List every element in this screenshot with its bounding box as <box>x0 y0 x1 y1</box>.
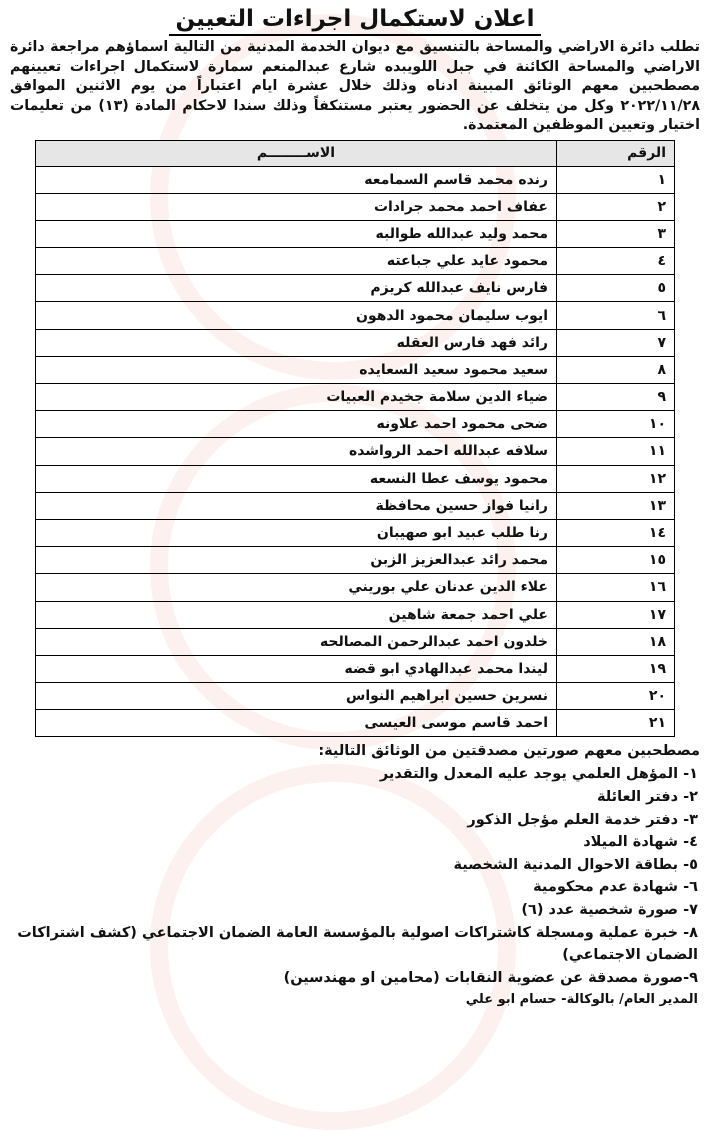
table-row <box>36 275 675 302</box>
row-number: ١١ <box>557 438 675 465</box>
row-number: ٤ <box>557 248 675 275</box>
row-number: ١٤ <box>557 519 675 546</box>
document-item: ١- المؤهل العلمي يوجد عليه المعدل والتقدير <box>379 766 698 783</box>
column-header-name: الاســــــــم <box>36 140 557 166</box>
table-row <box>36 411 675 438</box>
document-item: ٩-صورة مصدقة عن عضوية النقابات (محامين او مهندسين) <box>283 969 698 986</box>
row-name: رانيا فواز حسين محافظة <box>36 492 557 519</box>
table-row <box>36 465 675 492</box>
table-row <box>36 574 675 601</box>
documents-list <box>12 763 698 989</box>
row-number: ١٩ <box>557 655 675 682</box>
table-row <box>36 547 675 574</box>
row-number: ٢ <box>557 193 675 220</box>
table-row <box>36 655 675 682</box>
row-name: ايوب سليمان محمود الدهون <box>36 302 557 329</box>
row-name: سعيد محمود سعيد السعايده <box>36 356 557 383</box>
row-number: ١٥ <box>557 547 675 574</box>
table-row <box>36 220 675 247</box>
document-item: ٨- خبرة عملية ومسجلة كاشتراكات اصولية بالمؤسسة العامة الضمان الاجتماعي (كشف اشتراكات الضمان الاجتماعي) <box>17 924 698 964</box>
table-row <box>36 492 675 519</box>
row-name: محمد رائد عبدالعزيز الزبن <box>36 547 557 574</box>
row-number: ٨ <box>557 356 675 383</box>
row-number: ١٧ <box>557 601 675 628</box>
row-name: عفاف احمد محمد جرادات <box>36 193 557 220</box>
table-row <box>36 384 675 411</box>
announcement-page <box>0 4 710 1009</box>
table-row <box>36 302 675 329</box>
row-number: ٣ <box>557 220 675 247</box>
row-number: ١ <box>557 166 675 193</box>
documents-heading: مصطحبين معهم صورتين مصدقتين من الوثائق التالية: <box>318 743 700 760</box>
row-number: ٩ <box>557 384 675 411</box>
row-number: ٥ <box>557 275 675 302</box>
row-name: ليندا محمد عبدالهادي ابو قضه <box>36 655 557 682</box>
row-number: ١٢ <box>557 465 675 492</box>
row-name: محمود عايد علي جباعته <box>36 248 557 275</box>
row-number: ١٣ <box>557 492 675 519</box>
row-name: احمد قاسم موسى العيسى <box>36 710 557 737</box>
row-name: محمد وليد عبدالله طوالبه <box>36 220 557 247</box>
document-item: ٣- دفتر خدمة العلم مؤجل الذكور <box>467 811 698 828</box>
table-header-row <box>36 140 675 166</box>
row-number: ٧ <box>557 329 675 356</box>
table-row <box>36 356 675 383</box>
appointees-table-body <box>36 166 675 737</box>
row-name: علاء الدين عدنان علي بوريني <box>36 574 557 601</box>
row-name: فارس نايف عبدالله كريزم <box>36 275 557 302</box>
signature-line: المدير العام/ بالوكالة- حسام ابو علي <box>465 992 698 1008</box>
row-number: ١٨ <box>557 628 675 655</box>
table-row <box>36 166 675 193</box>
row-name: رنده محمد قاسم السمامعه <box>36 166 557 193</box>
document-item: ٦- شهادة عدم محكومية <box>533 879 698 896</box>
table-row <box>36 248 675 275</box>
row-name: ضحى محمود احمد علاونه <box>36 411 557 438</box>
row-name: خلدون احمد عبدالرحمن المصالحه <box>36 628 557 655</box>
row-number: ١٠ <box>557 411 675 438</box>
row-name: سلافه عبدالله احمد الرواشده <box>36 438 557 465</box>
table-row <box>36 710 675 737</box>
column-header-number: الرقم <box>557 140 675 166</box>
table-row <box>36 438 675 465</box>
table-row <box>36 628 675 655</box>
row-name: علي احمد جمعة شاهين <box>36 601 557 628</box>
announcement-title <box>8 4 702 34</box>
table-row <box>36 193 675 220</box>
document-item: ٧- صورة شخصية عدد (٦) <box>521 902 698 918</box>
table-row <box>36 329 675 356</box>
announcement-title-text: اعلان لاستكمال اجراءات التعيين <box>169 6 540 36</box>
row-number: ٢١ <box>557 710 675 737</box>
row-name: رائد فهد فارس العقله <box>36 329 557 356</box>
row-number: ٦ <box>557 302 675 329</box>
document-item: ٥- بطاقة الاحوال المدنية الشخصية <box>453 856 698 873</box>
document-item: ٤- شهادة الميلاد <box>583 834 698 851</box>
table-row <box>36 683 675 710</box>
row-number: ١٦ <box>557 574 675 601</box>
table-row <box>36 601 675 628</box>
table-row <box>36 519 675 546</box>
row-name: رنا طلب عبيد ابو صهيبان <box>36 519 557 546</box>
appointees-table <box>35 140 675 738</box>
row-name: محمود يوسف عطا النسعه <box>36 465 557 492</box>
announcement-intro: تطلب دائرة الاراضي والمساحة بالتنسيق مع ديوان الخدمة المدنية من التالية اسماؤهم مراجعة دائرة الاراضي والمساحة الكائنة في جبل اللويبده شارع عبدالمنعم سمارة لاستكمال اجراءات تعيينهم مصطحبين معهم الوثائق المبينة ادناه وذلك خلال عشرة ايام اعتباراً من يوم الاثنين الموافق ٢٠٢٢/١١/٢٨ وكل من يتخلف عن الحضور يعتبر مستنكفاً وذلك سندا لاحكام المادة (١٣) من تعليمات اختيار وتعيين الموظفين المعتمدة. <box>10 39 700 133</box>
row-name: ضياء الدين سلامة جخيدم العبيات <box>36 384 557 411</box>
row-number: ٢٠ <box>557 683 675 710</box>
document-item: ٢- دفتر العائلة <box>596 789 698 806</box>
row-name: نسرين حسين ابراهيم النواس <box>36 683 557 710</box>
